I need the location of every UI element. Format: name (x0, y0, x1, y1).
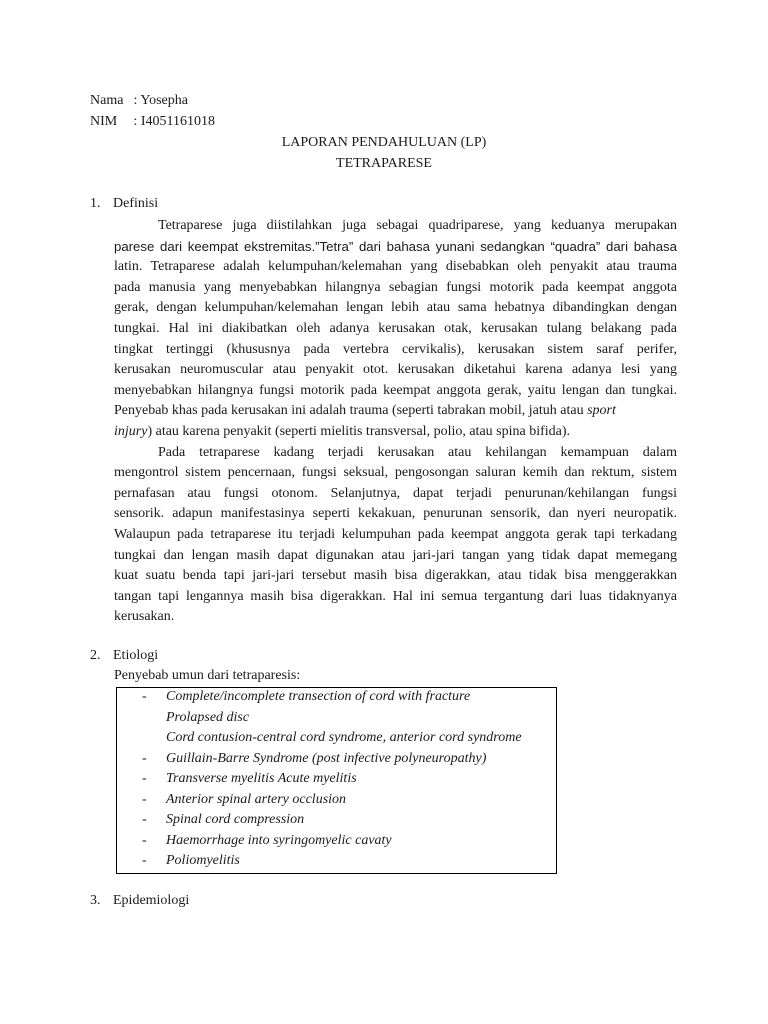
text-line: kerusakan neuromuscular atau penyakit otot. kerusakan diketahui karena adanya lesi yang (114, 362, 677, 378)
nama-label: Nama (90, 93, 124, 108)
text-line: tingkat tertinggi (khususnya pada vertebra cervikalis), kerusakan sistem saraf perifer, (114, 341, 677, 357)
etiologi-intro: Penyebab umun dari tetraparesis: (114, 668, 301, 683)
list-item: Cord contusion-central cord syndrome, anterior cord syndrome (166, 730, 522, 745)
nama-row (90, 93, 188, 109)
section-heading-definisi: 1. Definisi (90, 196, 159, 211)
list-item: Prolapsed disc (166, 710, 250, 725)
list-item: - Complete/incomplete transection of cord with fracture (142, 689, 471, 704)
text-line: sensorik. adapun manifestasinya seperti kekakuan, penurunan sensorik, dan nyeri neuropatik. (114, 506, 677, 522)
text-line: pernafasan atau fungsi otonom. Selanjutnya, dapat terjadi penurunan/kehilangan fungsi (114, 485, 677, 501)
text-line: Walaupun pada tetraparese itu terjadi kelumpuhan pada keempat anggota gerak tapi terkadang (114, 526, 677, 542)
text-line: parese dari keempat ekstremitas.”Tetra” dari bahasa yunani sedangkan “quadra” dari bahasa (114, 238, 677, 254)
nim-label: NIM (90, 114, 118, 129)
list-item: - Haemorrhage into syringomyelic cavaty (142, 833, 392, 848)
list-item: - Poliomyelitis (142, 853, 240, 868)
text-line: tangan tapi lengannya masih bisa digerakkan. Hal ini semua tergantung dari luas tidaknyanya (114, 588, 677, 604)
text-line: Pada tetraparese kadang terjadi kerusakan atau kehilangan kemampuan dalam (158, 444, 677, 460)
list-item: - Transverse myelitis Acute myelitis (142, 771, 357, 786)
definisi-body (114, 216, 677, 628)
text-line: menyebabkan hilangnya fungsi motorik pada keempat anggota gerak, yaitu lengan dan tungkai. (114, 382, 677, 398)
document-subtitle: TETRAPARESE (336, 156, 432, 171)
text-line: kerusakan. (114, 609, 175, 625)
text-line: gerak, dengan kelumpuhan/kelemahan lengan lebih atau sama hebatnya dibandingkan dengan (114, 300, 677, 316)
text-line: latin. Tetraparese adalah kelumpuhan/kelemahan yang disebabkan oleh penyakit atau trauma (114, 259, 677, 275)
list-item: - Anterior spinal artery occlusion (142, 792, 347, 807)
text-line: pada manusia yang menyebabkan hilangnya sebagian fungsi motorik pada keempat anggota (114, 279, 677, 295)
nama-value: : Yosepha (133, 93, 188, 108)
text-line: injury) atau karena penyakit (seperti mielitis transversal, polio, atau spina bifida). (114, 423, 571, 439)
section-heading-epidemiologi: 3. Epidemiologi (90, 893, 190, 908)
nim-value: : I4051161018 (133, 114, 216, 129)
etiologi-cause-box (116, 687, 557, 874)
text-line: kuat suatu benda tapi jari-jari tersebut masih bisa digerakkan, atau tidak bisa menggerakkan (114, 568, 677, 584)
list-item: - Guillain-Barre Syndrome (post infective polyneuropathy) (142, 751, 487, 766)
text-line: tungkai dan lengan masih dapat digunakan atau jari-jari tangan yang tidak dapat memegang (114, 547, 677, 563)
text-line: Penyebab khas pada kerusakan ini adalah trauma (seperti tabrakan mobil, jatuh atau sport (114, 403, 616, 419)
text-line: mengontrol sistem pencernaan, fungsi seksual, pengosongan saluran kemih dan rektum, sistem (114, 465, 677, 481)
section-heading-etiologi: 2. Etiologi (90, 648, 159, 663)
document-title: LAPORAN PENDAHULUAN (LP) (281, 135, 487, 150)
list-item: - Spinal cord compression (142, 812, 305, 827)
text-line: Tetraparese juga diistilahkan juga sebagai quadriparese, yang keduanya merupakan (158, 218, 677, 233)
nim-row (90, 114, 215, 130)
text-line: tungkai. Hal ini diakibatkan oleh adanya kerusakan otak, kerusakan tulang belakang pada (114, 320, 677, 336)
